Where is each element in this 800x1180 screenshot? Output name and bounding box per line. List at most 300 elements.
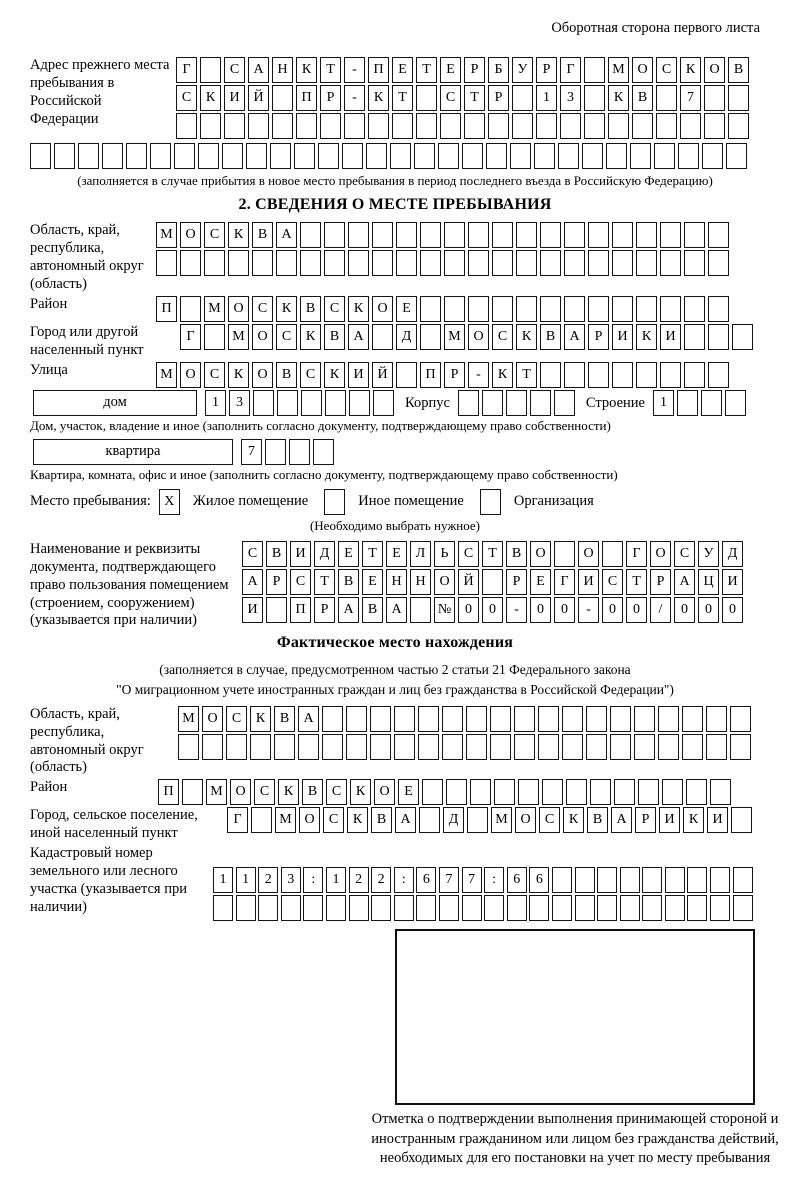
- char-cell: 3: [281, 867, 301, 893]
- char-cell: [490, 706, 511, 732]
- char-cell: [554, 390, 575, 416]
- char-cell: Т: [320, 57, 341, 83]
- char-cell: [684, 296, 705, 322]
- stay-type-option-other: Иное помещение: [358, 493, 464, 510]
- char-cell: О: [515, 807, 536, 833]
- char-cell: О: [230, 779, 251, 805]
- char-cell: Т: [626, 569, 647, 595]
- char-cell: [248, 113, 269, 139]
- char-cell: :: [484, 867, 504, 893]
- char-cell: К: [200, 85, 221, 111]
- char-cell: [706, 734, 727, 760]
- char-cell: К: [608, 85, 629, 111]
- char-cell: М: [206, 779, 227, 805]
- char-cell: Е: [392, 57, 413, 83]
- char-cell: [660, 296, 681, 322]
- char-cell: [373, 390, 394, 416]
- char-cell: Р: [488, 85, 509, 111]
- char-cell: Ц: [698, 569, 719, 595]
- char-cell: И: [612, 324, 633, 350]
- actual-city-row: [227, 807, 755, 833]
- char-cell: В: [300, 296, 321, 322]
- char-cell: Е: [396, 296, 417, 322]
- stroenie-row: [653, 390, 749, 416]
- char-cell: О: [374, 779, 395, 805]
- char-cell: Е: [530, 569, 551, 595]
- char-cell: [682, 734, 703, 760]
- char-cell: 3: [229, 390, 250, 416]
- char-cell: А: [248, 57, 269, 83]
- char-cell: П: [158, 779, 179, 805]
- char-cell: [372, 222, 393, 248]
- char-cell: [326, 895, 346, 921]
- char-cell: [446, 779, 467, 805]
- char-cell: Д: [314, 541, 335, 567]
- char-cell: [265, 439, 286, 465]
- char-cell: [614, 779, 635, 805]
- prev-address-row-3: [176, 113, 752, 139]
- char-cell: 0: [674, 597, 695, 623]
- char-cell: Г: [176, 57, 197, 83]
- char-cell: С: [204, 362, 225, 388]
- char-cell: Д: [722, 541, 743, 567]
- prev-address-grid: [176, 57, 752, 141]
- char-cell: 0: [458, 597, 479, 623]
- char-cell: К: [492, 362, 513, 388]
- char-cell: [226, 734, 247, 760]
- char-cell: Р: [314, 597, 335, 623]
- char-cell: В: [371, 807, 392, 833]
- char-cell: [710, 895, 730, 921]
- char-cell: Р: [536, 57, 557, 83]
- house-number-row: [205, 390, 397, 416]
- char-cell: [558, 143, 579, 169]
- char-cell: [396, 222, 417, 248]
- char-cell: О: [704, 57, 725, 83]
- char-cell: [438, 143, 459, 169]
- char-cell: 1: [213, 867, 233, 893]
- char-cell: [492, 296, 513, 322]
- char-cell: [564, 362, 585, 388]
- char-cell: [222, 143, 243, 169]
- char-cell: С: [276, 324, 297, 350]
- char-cell: И: [242, 597, 263, 623]
- char-cell: К: [516, 324, 537, 350]
- char-cell: А: [674, 569, 695, 595]
- char-cell: [204, 250, 225, 276]
- char-cell: [665, 895, 685, 921]
- char-cell: [656, 85, 677, 111]
- actual-location-note-1: (заполняется в случае, предусмотренном частью 2 статьи 21 Федерального закона: [159, 662, 631, 678]
- char-cell: Е: [398, 779, 419, 805]
- char-cell: [313, 439, 334, 465]
- char-cell: Б: [488, 57, 509, 83]
- char-cell: В: [632, 85, 653, 111]
- actual-region-row-2: [178, 734, 754, 760]
- char-cell: 3: [560, 85, 581, 111]
- char-cell: С: [458, 541, 479, 567]
- char-cell: [442, 734, 463, 760]
- char-cell: [684, 362, 705, 388]
- char-cell: К: [680, 57, 701, 83]
- apartment-type-box: квартира: [33, 439, 233, 465]
- char-cell: Н: [386, 569, 407, 595]
- char-cell: [78, 143, 99, 169]
- char-cell: [642, 867, 662, 893]
- char-cell: [606, 143, 627, 169]
- char-cell: 6: [529, 867, 549, 893]
- char-cell: [678, 143, 699, 169]
- char-cell: [300, 250, 321, 276]
- char-cell: В: [728, 57, 749, 83]
- char-cell: [464, 113, 485, 139]
- char-cell: А: [298, 706, 319, 732]
- char-cell: [394, 706, 415, 732]
- char-cell: [684, 222, 705, 248]
- char-cell: [602, 541, 623, 567]
- char-cell: [458, 390, 479, 416]
- char-cell: Т: [416, 57, 437, 83]
- char-cell: [516, 296, 537, 322]
- char-cell: 6: [507, 867, 527, 893]
- char-cell: [236, 895, 256, 921]
- char-cell: [566, 779, 587, 805]
- char-cell: [418, 734, 439, 760]
- char-cell: [586, 706, 607, 732]
- char-cell: [322, 734, 343, 760]
- char-cell: [298, 734, 319, 760]
- char-cell: К: [278, 779, 299, 805]
- ownership-document-grid: [242, 541, 746, 625]
- char-cell: [708, 362, 729, 388]
- actual-city-label: Город, сельское поселение, иной населенный пункт: [30, 807, 198, 842]
- char-cell: А: [395, 807, 416, 833]
- char-cell: [444, 250, 465, 276]
- char-cell: [346, 734, 367, 760]
- char-cell: В: [587, 807, 608, 833]
- ownership-document-row-2: [242, 569, 746, 595]
- stay-type-option-residential: Жилое помещение: [192, 493, 309, 510]
- char-cell: [482, 390, 503, 416]
- char-cell: [682, 706, 703, 732]
- char-cell: 7: [680, 85, 701, 111]
- char-cell: [324, 222, 345, 248]
- char-cell: К: [368, 85, 389, 111]
- apartment-note: Квартира, комната, офис и иное (заполнить согласно документу, подтверждающему право собственности): [30, 466, 618, 482]
- char-cell: Р: [464, 57, 485, 83]
- char-cell: [642, 895, 662, 921]
- char-cell: [632, 113, 653, 139]
- char-cell: А: [242, 569, 263, 595]
- char-cell: [467, 807, 488, 833]
- char-cell: Р: [266, 569, 287, 595]
- char-cell: [658, 734, 679, 760]
- char-cell: [728, 113, 749, 139]
- char-cell: [704, 113, 725, 139]
- char-cell: [480, 489, 501, 515]
- char-cell: [349, 895, 369, 921]
- char-cell: О: [180, 222, 201, 248]
- char-cell: 6: [416, 867, 436, 893]
- char-cell: [540, 250, 561, 276]
- char-cell: С: [300, 362, 321, 388]
- street-label: Улица: [30, 361, 68, 378]
- char-cell: [482, 569, 503, 595]
- char-cell: [294, 143, 315, 169]
- char-cell: [660, 250, 681, 276]
- district-row: [156, 296, 732, 322]
- char-cell: [630, 143, 651, 169]
- stamp-caption: Отметка о подтверждении выполнения принимающей стороной и иностранным гражданином или лицом без гражданства действий, необходимых для его постановки на учет по месту пребывания: [371, 1111, 779, 1166]
- char-cell: О: [180, 362, 201, 388]
- char-cell: [684, 250, 705, 276]
- char-cell: И: [290, 541, 311, 567]
- char-cell: [634, 706, 655, 732]
- char-cell: Р: [506, 569, 527, 595]
- char-cell: [258, 895, 278, 921]
- char-cell: П: [420, 362, 441, 388]
- char-cell: [281, 895, 301, 921]
- char-cell: А: [564, 324, 585, 350]
- char-cell: [612, 222, 633, 248]
- char-cell: [636, 222, 657, 248]
- char-cell: [726, 143, 747, 169]
- char-cell: [54, 143, 75, 169]
- char-cell: Й: [458, 569, 479, 595]
- char-cell: К: [250, 706, 271, 732]
- char-cell: С: [492, 324, 513, 350]
- char-cell: [704, 85, 725, 111]
- char-cell: [486, 143, 507, 169]
- char-cell: -: [578, 597, 599, 623]
- char-cell: [636, 296, 657, 322]
- char-cell: [597, 867, 617, 893]
- char-cell: [620, 867, 640, 893]
- char-cell: [444, 296, 465, 322]
- char-cell: [182, 779, 203, 805]
- char-cell: [289, 439, 310, 465]
- stay-type-field: [30, 489, 760, 515]
- char-cell: [686, 779, 707, 805]
- ownership-document-label: Наименование и реквизиты документа, подтверждающего право пользования помещением (строением, сооружением) (указывается при наличии): [30, 540, 229, 629]
- char-cell: [530, 390, 551, 416]
- char-cell: 7: [241, 439, 262, 465]
- ownership-document-row-3: [242, 597, 746, 623]
- char-cell: А: [386, 597, 407, 623]
- char-cell: Г: [227, 807, 248, 833]
- char-cell: [320, 113, 341, 139]
- char-cell: С: [326, 779, 347, 805]
- char-cell: [584, 113, 605, 139]
- char-cell: [420, 222, 441, 248]
- char-cell: [126, 143, 147, 169]
- char-cell: Г: [180, 324, 201, 350]
- char-cell: [660, 362, 681, 388]
- stay-type-checkbox-other: [324, 489, 348, 515]
- char-cell: [410, 597, 431, 623]
- char-cell: [586, 734, 607, 760]
- char-cell: [506, 390, 527, 416]
- char-cell: [597, 895, 617, 921]
- char-cell: [301, 390, 322, 416]
- char-cell: [710, 779, 731, 805]
- region-grid: [156, 222, 732, 278]
- char-cell: Е: [362, 569, 383, 595]
- corner-note: Оборотная сторона первого листа: [551, 20, 760, 36]
- char-cell: [706, 706, 727, 732]
- char-cell: С: [539, 807, 560, 833]
- char-cell: 1: [205, 390, 226, 416]
- char-cell: [730, 706, 751, 732]
- char-cell: Т: [516, 362, 537, 388]
- char-cell: [180, 250, 201, 276]
- prev-address-row-1: [176, 57, 752, 83]
- stay-type-label: Место пребывания:: [30, 493, 151, 510]
- char-cell: [510, 143, 531, 169]
- char-cell: И: [707, 807, 728, 833]
- char-cell: [620, 895, 640, 921]
- char-cell: [687, 867, 707, 893]
- char-cell: [564, 250, 585, 276]
- char-cell: В: [362, 597, 383, 623]
- char-cell: [582, 143, 603, 169]
- char-cell: [318, 143, 339, 169]
- char-cell: [274, 734, 295, 760]
- char-cell: К: [296, 57, 317, 83]
- char-cell: П: [290, 597, 311, 623]
- char-cell: [416, 113, 437, 139]
- char-cell: А: [338, 597, 359, 623]
- char-cell: [608, 113, 629, 139]
- char-cell: М: [204, 296, 225, 322]
- char-cell: :: [394, 867, 414, 893]
- char-cell: С: [602, 569, 623, 595]
- char-cell: К: [276, 296, 297, 322]
- char-cell: К: [563, 807, 584, 833]
- char-cell: [439, 895, 459, 921]
- char-cell: К: [228, 362, 249, 388]
- char-cell: Г: [560, 57, 581, 83]
- char-cell: [324, 489, 345, 515]
- char-cell: [733, 867, 753, 893]
- char-cell: [366, 143, 387, 169]
- char-cell: [266, 597, 287, 623]
- house-field: [30, 390, 760, 416]
- char-cell: Л: [410, 541, 431, 567]
- char-cell: К: [324, 362, 345, 388]
- char-cell: К: [683, 807, 704, 833]
- actual-region-label: Область, край, республика, автономный округ (область): [30, 705, 144, 776]
- char-cell: [466, 734, 487, 760]
- char-cell: [542, 779, 563, 805]
- prev-address-label: Адрес прежнего места пребывания в Российской Федерации: [30, 57, 170, 127]
- char-cell: [420, 324, 441, 350]
- char-cell: 1: [536, 85, 557, 111]
- char-cell: [732, 324, 753, 350]
- char-cell: М: [444, 324, 465, 350]
- char-cell: [484, 895, 504, 921]
- char-cell: В: [274, 706, 295, 732]
- char-cell: [708, 222, 729, 248]
- char-cell: [246, 143, 267, 169]
- char-cell: [584, 57, 605, 83]
- char-cell: [178, 734, 199, 760]
- region-row-1: [156, 222, 732, 248]
- actual-district-field: [30, 779, 760, 805]
- char-cell: [348, 250, 369, 276]
- prev-address-note: (заполняется в случае прибытия в новое место пребывания в период последнего въезда в Российскую Федерацию): [77, 173, 713, 188]
- char-cell: [636, 250, 657, 276]
- char-cell: [462, 895, 482, 921]
- cadastral-row-1: [213, 867, 755, 893]
- char-cell: Т: [464, 85, 485, 111]
- char-cell: [252, 250, 273, 276]
- char-cell: А: [348, 324, 369, 350]
- char-cell: [419, 807, 440, 833]
- char-cell: [390, 143, 411, 169]
- char-cell: [708, 250, 729, 276]
- char-cell: К: [350, 779, 371, 805]
- char-cell: [725, 390, 746, 416]
- char-cell: [470, 779, 491, 805]
- street-row: [156, 362, 732, 388]
- cadastral-grid: [213, 867, 755, 923]
- apartment-field: [30, 439, 760, 465]
- street-field: [30, 362, 760, 388]
- char-cell: О: [228, 296, 249, 322]
- char-cell: И: [578, 569, 599, 595]
- char-cell: [710, 867, 730, 893]
- stroenie-label: Строение: [585, 394, 645, 411]
- char-cell: У: [698, 541, 719, 567]
- char-cell: Н: [410, 569, 431, 595]
- char-cell: О: [252, 324, 273, 350]
- char-cell: Т: [314, 569, 335, 595]
- char-cell: [680, 113, 701, 139]
- char-cell: [687, 895, 707, 921]
- char-cell: [536, 113, 557, 139]
- stamp-area: [395, 929, 755, 1105]
- char-cell: [512, 113, 533, 139]
- ownership-document-row-1: [242, 541, 746, 567]
- korpus-row: [458, 390, 578, 416]
- char-cell: [490, 734, 511, 760]
- char-cell: Р: [588, 324, 609, 350]
- char-cell: [636, 362, 657, 388]
- cadastral-label: Кадастровый номер земельного или лесного участка (указывается при наличии): [30, 845, 187, 916]
- char-cell: П: [296, 85, 317, 111]
- char-cell: О: [372, 296, 393, 322]
- char-cell: [638, 779, 659, 805]
- stay-type-note: (Необходимо выбрать нужное): [309, 517, 481, 533]
- char-cell: Ь: [434, 541, 455, 567]
- char-cell: [662, 779, 683, 805]
- char-cell: 0: [722, 597, 743, 623]
- char-cell: К: [636, 324, 657, 350]
- char-cell: [420, 296, 441, 322]
- region-row-2: [156, 250, 732, 276]
- char-cell: [554, 541, 575, 567]
- char-cell: [420, 250, 441, 276]
- char-cell: С: [242, 541, 263, 567]
- char-cell: Е: [440, 57, 461, 83]
- city-label: Город или другой населенный пункт: [30, 323, 144, 358]
- char-cell: 0: [626, 597, 647, 623]
- char-cell: [422, 779, 443, 805]
- char-cell: А: [276, 222, 297, 248]
- char-cell: В: [506, 541, 527, 567]
- char-cell: [612, 250, 633, 276]
